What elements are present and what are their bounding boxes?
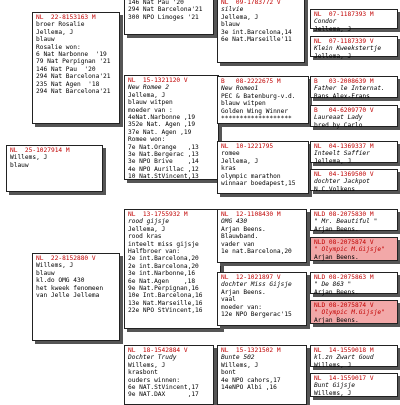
ring-number: NL 14-1559018 M	[314, 347, 374, 354]
pigeon-card-mmff[interactable]	[310, 345, 398, 367]
pigeon-card-ffmf[interactable]	[310, 9, 398, 33]
info-line: 6e Nat.Agen ,18	[128, 277, 196, 285]
info-line: blauw witpen	[128, 99, 173, 107]
info-line: Golden Wing Winner	[221, 107, 289, 115]
ring-number: NL 10-1221795	[221, 143, 274, 150]
pigeon-card-mfm[interactable]	[217, 272, 307, 326]
info-line: 146 Nat Pau '20	[36, 65, 96, 73]
breeder: Arjan Beens.	[221, 225, 266, 233]
pigeon-card-mother[interactable]	[32, 253, 120, 341]
ring-number: B 04-6209770 V	[314, 107, 374, 114]
ring-number: NL 07-1187393 M	[314, 11, 374, 18]
info-line: 22e NPO StVincent,16	[128, 307, 203, 315]
pigeon-card-subject[interactable]	[6, 145, 103, 192]
info-line: 4e NPO cahors,17	[221, 376, 281, 384]
ring-number: NL 14-1559017 V	[314, 375, 374, 382]
pigeon-name: romee	[221, 150, 240, 158]
pigeon-name: Bunt Gijsje	[314, 382, 355, 390]
pigeon-card-fm[interactable]	[124, 75, 219, 180]
pigeon-name: Father le Internat.	[314, 85, 385, 93]
breeder: N.C.Volkens	[314, 185, 355, 193]
pigeon-name: New Romeo1	[221, 85, 259, 93]
ring-number: NL 09-1783772 V	[221, 0, 281, 6]
breeder: Arjan Beens.	[314, 288, 359, 296]
pigeon-card-fmfm[interactable]	[310, 105, 398, 127]
breeder: Willems, J	[314, 389, 352, 397]
pigeon-card-fmmm[interactable]	[310, 169, 398, 191]
info-line: Rosalie won:	[36, 43, 81, 51]
pigeon-name: " Mr. Beautiful "	[314, 218, 378, 226]
pigeon-card-fmm[interactable]	[217, 141, 309, 194]
ring-number: NLD 08-2075863 M	[314, 274, 374, 281]
info-line: van Jelle Jellema	[36, 292, 100, 300]
pigeon-card-mfmf[interactable]	[310, 272, 398, 294]
ring-number: NL 12-1021897 V	[221, 274, 281, 281]
info-line: blauw witpen	[221, 100, 266, 108]
info-line: 6e Nat.Marseille'11	[221, 36, 292, 44]
info-line: 6e NAT.StVincent,17	[128, 384, 199, 392]
pigeon-name: " Olympic M.Gijsje"	[314, 309, 385, 317]
info-line: 4eNat.Narbonne ,19	[128, 114, 196, 122]
info-line: vaal	[221, 296, 236, 304]
pigeon-name: " Olympic M.Gijsje"	[314, 246, 385, 254]
breeder: Arjan Beens.	[221, 288, 266, 296]
info-line: bont	[221, 369, 236, 377]
info-line: 14eNPO Albi ,16	[221, 384, 277, 392]
pigeon-name: Klein Kweekstertje	[314, 45, 382, 53]
info-line: 1e nat.Barcelona,20	[221, 248, 292, 256]
pigeon-card-fmmf[interactable]	[310, 141, 398, 163]
ring-number: NL 15-1321120 V	[128, 77, 188, 84]
breeder: Willems, J	[221, 361, 259, 369]
pigeon-card-ff[interactable]	[124, 0, 214, 35]
info-line: 3e NPO Brive ,14	[128, 158, 199, 166]
info-line: inteelt miss gijsje	[128, 240, 199, 248]
pigeon-name: Dochter Trudy	[128, 354, 177, 362]
info-line: 294 Nat Barcelona'21	[36, 88, 111, 96]
info-line: olympic marathon	[221, 172, 281, 180]
info-line: kras	[221, 165, 236, 173]
pigeon-name: broer Rosalie	[36, 21, 85, 29]
pigeon-name: Inteelt Saffier	[314, 150, 370, 158]
breeder: Jellema, J	[314, 157, 352, 165]
info-line: 235 Nat Agen '18	[36, 80, 100, 88]
info-line: 300 NPO Limoges '21	[128, 13, 199, 21]
breeder: Jellema, J	[128, 225, 166, 233]
breeder: Jellema, J	[221, 157, 259, 165]
ring-number: NL 04-1369337 M	[314, 143, 374, 150]
pigeon-card-mfmm[interactable]	[310, 300, 398, 324]
info-line: 294 Nat Barcelona'21	[128, 6, 203, 14]
breeder: Willems, J	[10, 154, 48, 162]
ring-number: NL 18-1542884 V	[128, 347, 188, 354]
info-line: 146 Nat Pau '20	[128, 0, 184, 6]
colour: blauw	[10, 161, 29, 169]
ring-number: B 03-2008639 M	[314, 78, 374, 85]
info-line: winnaar boedapest,15	[221, 180, 296, 188]
pigeon-name: Laureaat Lady	[314, 114, 363, 122]
info-line: 10 Nat.StVincent,13	[128, 173, 199, 181]
pigeon-name: silvie	[221, 6, 244, 14]
breeder: Jellema, J	[221, 13, 259, 21]
info-line: moeder van:	[221, 303, 262, 311]
breeder: Jellema, J	[128, 91, 166, 99]
info-line: 37e Nat. Agen ,19	[128, 128, 192, 136]
info-line: vader van	[221, 240, 255, 248]
info-line: 79 Nat Perpignan '21	[36, 58, 111, 66]
breeder: Arjan Beens.	[314, 316, 359, 324]
pigeon-card-mffm[interactable]	[310, 237, 398, 261]
breeder: Rans Alex-Frans	[314, 92, 370, 100]
info-line: blauw	[36, 269, 55, 277]
info-line: 3e int.Narbonne,16	[128, 270, 196, 278]
info-line: *******************	[221, 115, 292, 123]
pigeon-card-mfff[interactable]	[310, 209, 398, 231]
pigeon-card-father[interactable]	[32, 12, 120, 124]
pigeon-card-ffm[interactable]	[217, 0, 305, 63]
ring-number: NL 12-1108430 M	[221, 211, 281, 218]
breeder: Jellema, J	[36, 28, 74, 36]
info-line: 3e Nat.Bergerac ,13	[128, 151, 199, 159]
ring-number: NL 04-1369500 V	[314, 171, 374, 178]
info-line: 2e int.Barcelona,20	[128, 262, 199, 270]
info-line: 7e Nat.Orange ,13	[128, 143, 199, 151]
info-line: moeder van :	[128, 106, 173, 114]
pigeon-name: OMG 430	[221, 218, 248, 226]
ring-number: NL 13-1755932 M	[128, 211, 188, 218]
breeder: PEC & Batenburg-v.d.	[221, 92, 296, 100]
breeder: Willems, J	[314, 361, 352, 369]
pigeon-name: dochter Miss Gijsje	[221, 281, 292, 289]
ring-number: NLD 08-2075830 M	[314, 211, 374, 218]
info-line: 9e Nat.Perpignan,16	[128, 285, 199, 293]
pigeon-name: Condor	[314, 18, 337, 26]
info-line: 12e NPO Bergerac'15	[221, 311, 292, 319]
info-line: 9e NAT.DAX ,17	[128, 391, 199, 399]
info-line: ouders winnen:	[128, 376, 181, 384]
pigeon-card-mf[interactable]	[124, 209, 221, 329]
info-line: 2e int.Barcelona,20	[128, 255, 199, 263]
pigeon-name: " De 863 "	[314, 281, 352, 289]
pigeon-name: rood gijsje	[128, 218, 169, 226]
info-line: het kweek fenomeen	[36, 284, 104, 292]
info-line: blauw	[36, 36, 55, 44]
ring-number: NL 15-1321502 M	[221, 347, 281, 354]
ring-number: NLD 08-2075874 V	[314, 302, 374, 309]
info-line: Blauwband.	[221, 233, 259, 241]
info-line: 4e NPO Aurillac ,12	[128, 165, 199, 173]
ring-number: NLD 08-2075874 V	[314, 239, 374, 246]
ring-number: B 08-2222675 M	[221, 78, 281, 85]
pigeon-name: kl.zn Zwart Goud	[314, 354, 374, 362]
info-line: krasbont	[128, 369, 158, 377]
pigeon-card-mmf[interactable]	[217, 345, 307, 405]
info-line: kl.do OMG 430	[36, 277, 85, 285]
pigeon-card-fmf[interactable]	[217, 76, 309, 124]
ring-number: NL 22-8152880 V	[36, 255, 96, 262]
info-line: rood kras	[128, 233, 162, 241]
info-line: 352e Nat. Agen ,19	[128, 121, 196, 129]
ring-number: NL 07-1187339 V	[314, 38, 374, 45]
pigeon-card-mm[interactable]	[124, 345, 214, 405]
breeder: Willems, J	[128, 361, 166, 369]
info-line: 294 Nat Barcelona'21	[36, 73, 111, 81]
pigeon-name: Bunte 502	[221, 354, 255, 362]
info-line: blauw	[221, 21, 240, 29]
breeder: Jellema, J	[314, 25, 352, 33]
pigeon-card-fmff[interactable]	[310, 76, 398, 98]
pigeon-name: dochter Jackpot	[314, 178, 370, 186]
breeder: bred by Carlo	[314, 121, 363, 129]
breeder: Willems, J	[36, 262, 74, 270]
breeder: Arjan Beens.	[314, 253, 359, 261]
ring-number: NL 25-1027914 M	[10, 147, 70, 154]
info-line: 13e Nat.Marseille,16	[128, 299, 203, 307]
pigeon-card-ffmm[interactable]	[310, 36, 398, 60]
pigeon-card-mff[interactable]	[217, 209, 307, 263]
info-line: Romee won:	[128, 136, 166, 144]
breeder: Arjan Beens.	[314, 225, 359, 233]
info-line: Halfbroer van:	[128, 248, 181, 256]
info-line: 10e Int.Barcelona,16	[128, 292, 203, 300]
info-line: 3e int.Barcelona,14	[221, 28, 292, 36]
ring-number: NL 22-8153163 M	[36, 14, 96, 21]
pigeon-card-mmfm[interactable]	[310, 373, 398, 397]
breeder: Jellema, J	[314, 52, 352, 60]
pigeon-name: New Romee 2	[128, 84, 169, 92]
info-line: 6 Nat Narbonne '19	[36, 51, 107, 59]
